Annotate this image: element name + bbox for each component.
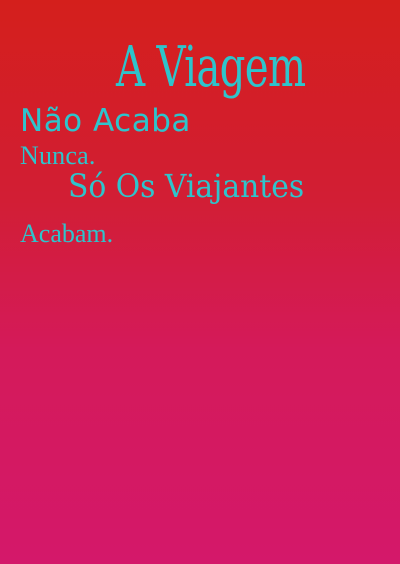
poster-line-5: Acabam. xyxy=(20,219,114,248)
poster-line-4: Só Os Viajantes xyxy=(68,167,305,205)
poster-line-2: Não Acaba xyxy=(20,103,191,139)
poster-line-3: Nunca. xyxy=(20,141,96,170)
poster-title: A Viagem xyxy=(116,35,306,100)
